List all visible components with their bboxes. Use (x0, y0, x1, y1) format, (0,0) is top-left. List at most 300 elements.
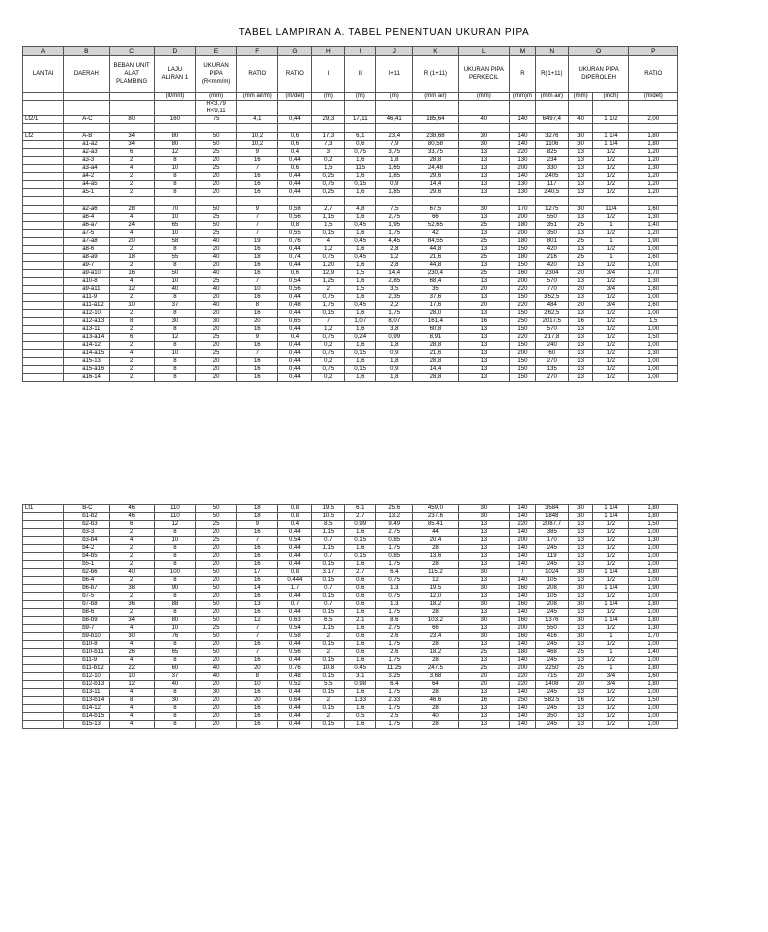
value-cell: 8 (154, 721, 195, 729)
value-cell: 200 (510, 214, 536, 222)
value-cell: 1,6 (345, 294, 376, 302)
value-cell: 10 (154, 350, 195, 358)
value-cell: 50 (196, 141, 237, 149)
value-cell: 1,5 (312, 222, 345, 230)
value-cell: 20 (196, 657, 237, 665)
value-cell: 9 (237, 206, 278, 214)
value-cell: 1.3 (376, 585, 413, 593)
value-cell: 1/2 (593, 173, 629, 181)
value-cell: 4 (312, 238, 345, 246)
value-cell: 20 (196, 262, 237, 270)
value-cell: 20 (237, 697, 278, 705)
value-cell: 1/2 (593, 561, 629, 569)
table-row (23, 697, 678, 705)
value-cell: 8.5 (312, 521, 345, 529)
value-cell: 8 (109, 697, 154, 705)
value-cell: 1/2 (593, 189, 629, 197)
value-cell: 1,6 (345, 342, 376, 350)
floor-cell (23, 673, 64, 681)
value-cell: 140 (510, 713, 536, 721)
value-cell: 13 (568, 334, 593, 342)
value-cell: 200 (510, 665, 536, 673)
value-cell: 13 (568, 173, 593, 181)
value-cell: 7 (237, 214, 278, 222)
value-cell: 25 (458, 222, 509, 230)
value-cell: 12,9 (312, 270, 345, 278)
value-cell: 140 (510, 641, 536, 649)
value-cell: 150 (510, 310, 536, 318)
value-cell: 40 (196, 254, 237, 262)
value-cell: 8 (154, 529, 195, 537)
area-cell: A-B (64, 133, 109, 141)
value-cell: 1408 (535, 681, 568, 689)
floor-cell (23, 149, 64, 157)
value-cell: 20 (568, 270, 593, 278)
value-cell: 8 (154, 713, 195, 721)
value-cell: 1275 (535, 206, 568, 214)
value-cell: 0.75 (376, 593, 413, 601)
value-cell: 0.8 (278, 513, 312, 521)
floor-cell: Lt1 (23, 505, 64, 513)
value-cell: 20 (196, 342, 237, 350)
value-cell: 20 (458, 302, 509, 310)
value-cell: 2.75 (376, 529, 413, 537)
column-letter: I (345, 47, 376, 56)
table-row (23, 133, 678, 141)
value-cell: 34 (109, 617, 154, 625)
main-table (22, 46, 678, 382)
value-cell: 0,25 (312, 173, 345, 181)
value-cell: 1/2 (593, 657, 629, 665)
value-cell: 230,4 (413, 270, 458, 278)
value-cell: 8 (154, 609, 195, 617)
value-cell: 105 (535, 577, 568, 585)
value-cell: 1/2 (593, 593, 629, 601)
value-cell: 37 (154, 673, 195, 681)
value-cell: 20 (196, 545, 237, 553)
value-cell: 1,70 (629, 633, 678, 641)
value-cell: 50 (196, 206, 237, 214)
value-cell: 180 (510, 222, 536, 230)
value-cell: 1,00 (629, 545, 678, 553)
value-cell: 0.44 (278, 545, 312, 553)
value-cell: 25 (196, 214, 237, 222)
area-cell: b4-b5 (64, 553, 109, 561)
floor-cell (23, 569, 64, 577)
empty-cell (629, 197, 678, 206)
empty-cell (593, 197, 629, 206)
value-cell: 40 (196, 673, 237, 681)
area-cell: a9-a11 (64, 286, 109, 294)
value-cell: 16 (237, 545, 278, 553)
value-cell: 0,4 (278, 334, 312, 342)
value-cell: 40 (109, 569, 154, 577)
value-cell: 2 (109, 545, 154, 553)
value-cell: 140 (510, 505, 536, 513)
area-cell: b10-b11 (64, 649, 109, 657)
value-cell: 1/2 (593, 697, 629, 705)
value-cell: 30 (458, 206, 509, 214)
value-cell: 30 (196, 689, 237, 697)
value-cell: 1,15 (312, 214, 345, 222)
value-cell: 140 (510, 609, 536, 617)
empty-cell (413, 197, 458, 206)
empty-cell (278, 197, 312, 206)
value-cell: 8 (237, 302, 278, 310)
value-cell: 1024 (535, 569, 568, 577)
value-cell: 8 (154, 262, 195, 270)
value-cell: 1/2 (593, 181, 629, 189)
document-title: TABEL LAMPIRAN A. TABEL PENENTUAN UKURAN PIPA (238, 27, 530, 38)
value-cell: 0.15 (312, 593, 345, 601)
value-cell: 1,65 (376, 165, 413, 173)
unit-label: (m) (345, 93, 376, 101)
value-cell: 1,00 (629, 641, 678, 649)
floor-cell (23, 254, 64, 262)
value-cell: 0.7 (312, 601, 345, 609)
value-cell: 1/2 (593, 165, 629, 173)
area-cell: a2-a6 (64, 206, 109, 214)
value-cell: 12 (154, 149, 195, 157)
value-cell: 10 (109, 302, 154, 310)
value-cell: 25 (196, 537, 237, 545)
value-cell: 8 (154, 553, 195, 561)
value-cell: 7 (237, 625, 278, 633)
value-cell: 13 (568, 326, 593, 334)
value-cell: 245 (535, 705, 568, 713)
table-row (23, 545, 678, 553)
value-cell: 0,6 (278, 270, 312, 278)
condition-cell (154, 101, 195, 109)
area-cell: a14-a15 (64, 350, 109, 358)
unit-label: (inch) (593, 93, 629, 101)
value-cell: 16 (237, 181, 278, 189)
value-cell: 20 (196, 294, 237, 302)
lower-table (22, 504, 678, 729)
value-cell: 220 (510, 334, 536, 342)
unit-label: (mm air/m) (237, 93, 278, 101)
condition-cell (109, 108, 154, 116)
value-cell: 0.8 (278, 569, 312, 577)
value-cell: 25 (568, 254, 593, 262)
value-cell: 0,45 (345, 302, 376, 310)
value-cell: 1,5 (345, 286, 376, 294)
area-cell: a5-1 (64, 189, 109, 197)
value-cell: 13 (568, 553, 593, 561)
empty-cell (312, 197, 345, 206)
table-row (23, 262, 678, 270)
value-cell: 0,65 (278, 318, 312, 326)
floor-cell (23, 649, 64, 657)
value-cell: 29,6 (413, 189, 458, 197)
value-cell: 8 (154, 561, 195, 569)
value-cell: 1 1/4 (593, 133, 629, 141)
table-row (23, 521, 678, 529)
value-cell: 105 (535, 593, 568, 601)
value-cell: 1.33 (345, 697, 376, 705)
value-cell: 1,00 (629, 366, 678, 374)
value-cell: 13 (568, 310, 593, 318)
area-cell: a11-9 (64, 294, 109, 302)
column-letter: K (413, 47, 458, 56)
value-cell: 13 (458, 721, 509, 729)
value-cell: 10 (237, 681, 278, 689)
value-cell: 20 (458, 673, 509, 681)
value-cell: 28,8 (413, 157, 458, 165)
value-cell: 1.75 (376, 561, 413, 569)
value-cell: 20 (196, 697, 237, 705)
value-cell: 30 (458, 601, 509, 609)
value-cell: 20 (196, 721, 237, 729)
area-cell: a6-4 (64, 214, 109, 222)
value-cell: 10 (154, 278, 195, 286)
value-cell: 2,7 (312, 206, 345, 214)
value-cell: 0,9 (376, 350, 413, 358)
table-row (23, 529, 678, 537)
area-cell: b6-b7 (64, 585, 109, 593)
value-cell: 1/2 (593, 326, 629, 334)
value-cell: 30 (458, 513, 509, 521)
value-cell: 351 (535, 222, 568, 230)
value-cell: 80 (154, 133, 195, 141)
value-cell: 20 (237, 318, 278, 326)
area-cell: b9-b10 (64, 633, 109, 641)
value-cell: 38 (109, 585, 154, 593)
value-cell: 2 (109, 366, 154, 374)
value-cell: 2 (312, 633, 345, 641)
value-cell: 0.6 (345, 585, 376, 593)
value-cell: 8 (237, 673, 278, 681)
value-cell: 16 (237, 326, 278, 334)
value-cell: 10 (154, 625, 195, 633)
empty-cell (154, 197, 195, 206)
value-cell: 0,44 (278, 358, 312, 366)
value-cell: 100 (154, 569, 195, 577)
floor-cell (23, 230, 64, 238)
value-cell: 1/2 (593, 294, 629, 302)
value-cell: 0,45 (345, 238, 376, 246)
value-cell: 50 (196, 222, 237, 230)
value-cell: 30 (568, 141, 593, 149)
value-cell: 240 (535, 342, 568, 350)
condition-cell (458, 101, 509, 109)
value-cell: 18 (237, 513, 278, 521)
value-cell: 5.5 (312, 681, 345, 689)
floor-cell (23, 181, 64, 189)
value-cell: 1,20 (629, 189, 678, 197)
value-cell: 1,6 (345, 278, 376, 286)
value-cell: 1,00 (629, 246, 678, 254)
empty-cell (535, 124, 568, 133)
value-cell: 0.98 (345, 681, 376, 689)
value-cell: 0.15 (312, 609, 345, 617)
area-cell: b14-12 (64, 705, 109, 713)
value-cell: 220 (510, 149, 536, 157)
value-cell: 25 (196, 350, 237, 358)
value-cell: 25 (568, 649, 593, 657)
floor-cell (23, 366, 64, 374)
table-row (23, 222, 678, 230)
floor-cell (23, 173, 64, 181)
value-cell: 0,55 (278, 230, 312, 238)
value-cell: 220 (510, 302, 536, 310)
value-cell: 1,00 (629, 374, 678, 382)
value-cell: 16 (237, 358, 278, 366)
condition-cell (154, 108, 195, 116)
value-cell: 1/2 (593, 358, 629, 366)
value-cell: 1,30 (629, 625, 678, 633)
value-cell: 1/2 (593, 577, 629, 585)
value-cell: 8 (154, 189, 195, 197)
value-cell: 80 (154, 141, 195, 149)
floor-cell (23, 189, 64, 197)
value-cell: 70 (154, 206, 195, 214)
value-cell: 0,44 (278, 246, 312, 254)
value-cell: 13 (568, 230, 593, 238)
table-row (23, 553, 678, 561)
value-cell: 1.75 (376, 657, 413, 665)
value-cell: 1/2 (593, 278, 629, 286)
value-cell: 16 (237, 721, 278, 729)
value-cell: 1/2 (593, 689, 629, 697)
value-cell: 28,0 (413, 310, 458, 318)
value-cell: 6.4 (376, 569, 413, 577)
area-cell: a1-a2 (64, 141, 109, 149)
value-cell: 1,00 (629, 609, 678, 617)
value-cell: 0,2 (312, 157, 345, 165)
value-cell: 0.15 (312, 561, 345, 569)
value-cell: 0.48 (278, 673, 312, 681)
value-cell: 14,4 (376, 270, 413, 278)
value-cell: 1,60 (629, 302, 678, 310)
value-cell: 240,5 (535, 189, 568, 197)
value-cell: 13 (568, 721, 593, 729)
condition-cell (237, 101, 278, 109)
value-cell: 1 1/4 (593, 141, 629, 149)
condition-cell (535, 108, 568, 116)
value-cell: 715 (535, 673, 568, 681)
units-row (23, 93, 678, 101)
value-cell: 50 (196, 585, 237, 593)
value-cell: 20 (458, 681, 509, 689)
value-cell: 245 (535, 545, 568, 553)
value-cell: 0,4 (278, 149, 312, 157)
floor-cell (23, 513, 64, 521)
value-cell: 16 (237, 529, 278, 537)
value-cell: 16 (237, 366, 278, 374)
value-cell: 13 (568, 609, 593, 617)
value-cell: 2.7 (345, 513, 376, 521)
value-cell: 420 (535, 262, 568, 270)
condition-cell (64, 101, 109, 109)
value-cell: 7,3 (312, 141, 345, 149)
value-cell: 1,00 (629, 326, 678, 334)
value-cell: 10 (154, 165, 195, 173)
value-cell: 30 (109, 633, 154, 641)
value-cell: 1,6 (345, 374, 376, 382)
empty-cell (535, 197, 568, 206)
condition-cell (593, 101, 629, 109)
value-cell: 1/2 (593, 521, 629, 529)
value-cell: 30 (568, 505, 593, 513)
value-cell: 220 (510, 673, 536, 681)
unit-label: (mm) (568, 93, 593, 101)
value-cell: 0.6 (345, 649, 376, 657)
column-header: LAJU ALIRAN 1 (154, 56, 195, 93)
value-cell: 25 (196, 521, 237, 529)
value-cell: 1/2 (593, 214, 629, 222)
value-cell: 0.8 (278, 505, 312, 513)
value-cell: 17,3 (312, 133, 345, 141)
floor-cell (23, 165, 64, 173)
value-cell: 1,40 (629, 222, 678, 230)
value-cell: 0,56 (278, 286, 312, 294)
value-cell: 13 (458, 342, 509, 350)
floor-cell (23, 278, 64, 286)
value-cell: 17,11 (345, 116, 376, 124)
value-cell: 13 (237, 601, 278, 609)
value-cell: 2 (312, 286, 345, 294)
value-cell: 1,6 (345, 326, 376, 334)
value-cell: 7 (237, 165, 278, 173)
value-cell: 0.64 (278, 697, 312, 705)
unit-label: (mm) (458, 93, 509, 101)
empty-cell (510, 197, 536, 206)
value-cell: 16 (237, 713, 278, 721)
value-cell: 150 (510, 246, 536, 254)
value-cell: 200 (510, 537, 536, 545)
empty-cell (413, 124, 458, 133)
area-cell: a6-a7 (64, 222, 109, 230)
unit-label: (mm)m (510, 93, 536, 101)
value-cell: 20 (196, 246, 237, 254)
value-cell: 0,9 (376, 181, 413, 189)
value-cell: 1.6 (345, 641, 376, 649)
value-cell: 150 (510, 262, 536, 270)
area-cell: a9-a10 (64, 270, 109, 278)
value-cell: 1 1/4 (593, 513, 629, 521)
value-cell: 4 (109, 705, 154, 713)
condition-cell (568, 108, 593, 116)
column-letter: J (376, 47, 413, 56)
value-cell: 1 1/4 (593, 585, 629, 593)
value-cell: 28,8 (413, 358, 458, 366)
value-cell: 0.444 (278, 577, 312, 585)
value-cell: 46.6 (413, 697, 458, 705)
value-cell: 1.15 (312, 545, 345, 553)
table-row (23, 334, 678, 342)
area-cell: b1-b2 (64, 513, 109, 521)
column-letter: F (237, 47, 278, 56)
value-cell: 13 (458, 593, 509, 601)
value-cell: 0,58 (278, 206, 312, 214)
value-cell: 7 (237, 278, 278, 286)
value-cell: 0,15 (345, 350, 376, 358)
unit-label: (mm air) (535, 93, 568, 101)
value-cell: 20 (458, 286, 509, 294)
value-cell: 65 (154, 222, 195, 230)
value-cell: 16 (458, 318, 509, 326)
value-cell: 13 (458, 625, 509, 633)
value-cell: 28 (109, 206, 154, 214)
table-row (23, 633, 678, 641)
value-cell: 25.6 (376, 505, 413, 513)
area-cell: B-C (64, 505, 109, 513)
condition-cell (593, 108, 629, 116)
value-cell: 12 (154, 334, 195, 342)
value-cell: 8 (154, 705, 195, 713)
value-cell: 40 (196, 238, 237, 246)
